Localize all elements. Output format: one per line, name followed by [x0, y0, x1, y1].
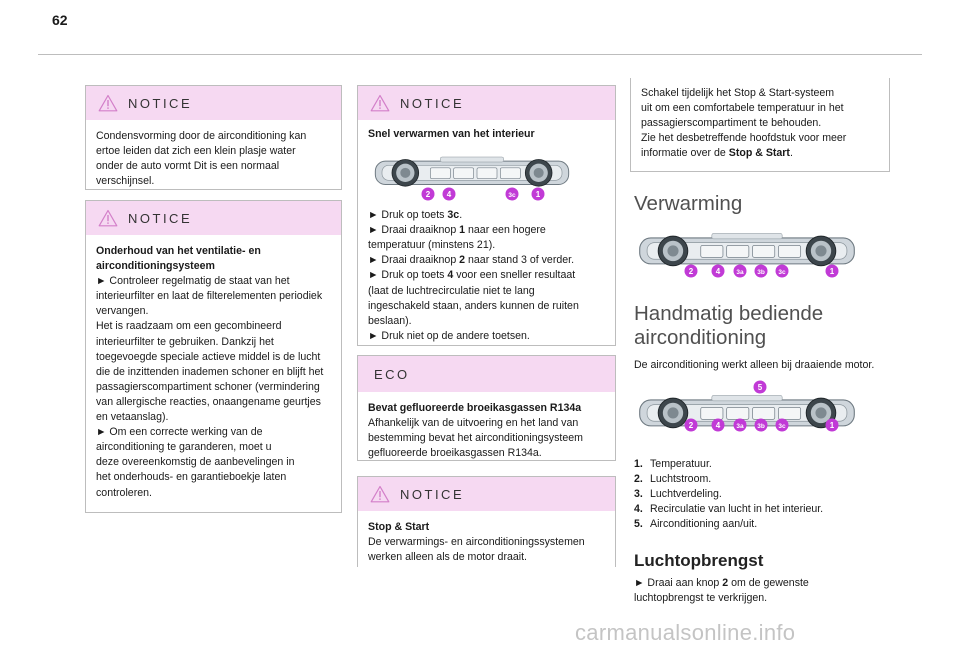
svg-text:4: 4 — [715, 267, 721, 276]
notice-header: NOTICE — [358, 477, 615, 511]
notice-text: het onderhouds- en garantieboekje laten — [96, 471, 287, 484]
notice-text: airconditioning te garanderen, moet u — [96, 441, 272, 454]
notice-text: Het is raadzaam om een gecombineerd — [96, 320, 282, 333]
list-item: 4. Recirculatie van lucht in het interieur. — [634, 503, 824, 516]
notice-text: en vetaanslag). — [96, 411, 169, 424]
notice-maintenance — [85, 200, 342, 513]
warning-triangle-icon — [98, 94, 118, 112]
info-text: Zie het desbetreffende hoofdstuk voor meer — [641, 132, 847, 145]
step-text: ► Draai draaiknop 2 naar stand 3 of verder. — [368, 254, 575, 267]
panel-label-1 — [826, 419, 839, 432]
intro-text: De airconditioning werkt alleen bij draaiende motor. — [634, 359, 875, 371]
warning-triangle-icon — [370, 94, 390, 112]
stop-start-info-box — [630, 78, 890, 172]
svg-text:2: 2 — [688, 267, 694, 276]
step-text: ingeschakeld staan, anders kunnen de ruiten — [368, 299, 579, 312]
notice-header: NOTICE — [86, 86, 341, 120]
notice-text: interieurfilter te gebruiken. Dankzij het — [96, 335, 274, 348]
panel-labels — [372, 152, 572, 202]
notice-header: NOTICE — [358, 86, 615, 120]
info-text: Schakel tijdelijk het Stop & Start-systeem — [641, 87, 835, 99]
panel-label-3a — [734, 419, 747, 432]
list-item: 1. Temperatuur. — [634, 458, 712, 470]
list-item: 2. Luchtstroom. — [634, 473, 712, 486]
step-text: beslaan). — [368, 314, 412, 327]
notice-condensation — [85, 85, 342, 190]
heading-verwarming: Verwarming — [634, 192, 743, 215]
notice-text: onder de auto vormt Dit is een normaal — [96, 160, 280, 173]
eco-text: Afhankelijk van de uitvoering en het land van — [368, 417, 579, 430]
notice-text: werken alleen als de motor draait. — [368, 551, 527, 564]
notice-text: ► Controleer regelmatig de staat van het — [96, 275, 290, 288]
svg-text:3a: 3a — [736, 423, 744, 430]
panel-label-3c — [506, 188, 519, 201]
panel-label-4 — [712, 265, 725, 278]
page-number: 62 — [52, 12, 68, 28]
legend-list — [634, 457, 823, 532]
panel-label-2 — [422, 188, 435, 201]
panel-label-1 — [826, 265, 839, 278]
svg-text:3b: 3b — [757, 423, 765, 430]
step-text: ► Druk niet op de andere toetsen. — [368, 329, 530, 342]
svg-text:3c: 3c — [508, 192, 516, 200]
list-item: 5. Airconditioning aan/uit. — [634, 518, 758, 531]
panel-label-3b — [755, 265, 768, 278]
notice-text: controleren. — [96, 486, 152, 499]
eco-text: gefluoreerde broeikasgassen R134a. — [368, 447, 542, 460]
step-text: ► Druk op toets 4 voor een sneller resultaat — [368, 269, 576, 282]
heading-luchtopbrengst: Luchtopbrengst — [634, 551, 764, 570]
svg-text:3b: 3b — [757, 269, 765, 276]
notice-text: toegevoegde speciale actieve middel is de lucht — [96, 350, 321, 363]
info-text: uit om een comfortabele temperatuur in het — [641, 102, 844, 115]
notice-quick-heating — [357, 85, 616, 346]
notice-title: Snel verwarmen van het interieur — [368, 128, 535, 140]
notice-text: passagierscompartiment schoner (vermindering — [96, 380, 320, 393]
notice-text: interieurfilter en laat de filterelementen periodiek — [96, 290, 323, 303]
eco-title: Bevat gefluoreerde broeikasgassen R134a — [368, 402, 582, 414]
watermark: carmanualsonline.info — [575, 620, 796, 645]
info-text: passagierscompartiment te behouden. — [641, 117, 822, 130]
notice-text: verschijnsel. — [96, 175, 155, 188]
notice-text: vervangen. — [96, 305, 149, 318]
panel-label-3a — [734, 265, 747, 278]
eco-box — [357, 355, 616, 461]
svg-text:5: 5 — [757, 383, 763, 392]
panel-label-2 — [685, 265, 698, 278]
svg-text:1: 1 — [829, 267, 835, 276]
eco-header: ECO — [358, 356, 615, 392]
panel-label-5 — [754, 381, 767, 394]
notice-title: Onderhoud van het ventilatie- en — [96, 245, 261, 257]
notice-header: NOTICE — [86, 201, 341, 235]
notice-text: ertoe leiden dat zich een klein plasje water — [96, 145, 296, 158]
luchtop-text: ► Draai aan knop 2 om de gewenste luchtopbrengst te verkrijgen. — [634, 577, 809, 605]
panel-label-4 — [712, 419, 725, 432]
notice-text: De verwarmings- en airconditioningssystemen — [368, 536, 585, 549]
panel-labels — [636, 230, 858, 280]
svg-text:1: 1 — [829, 421, 835, 430]
svg-text:3a: 3a — [736, 269, 744, 276]
notice-text: Condensvorming door de airconditioning kan — [96, 130, 307, 142]
panel-label-3c — [776, 419, 789, 432]
panel-label-3b — [755, 419, 768, 432]
panel-label-1 — [532, 188, 545, 201]
heading-handmatig: Handmatig bediende airconditioning — [634, 302, 824, 349]
svg-text:3c: 3c — [778, 423, 786, 430]
control-panel-illustration — [636, 230, 858, 280]
svg-text:1: 1 — [535, 190, 541, 200]
svg-text:2: 2 — [688, 421, 694, 430]
notice-text: die de inzittenden inademen schoner en blijft het — [96, 365, 324, 378]
notice-text: van allergische reacties, onaangename geurtjes — [96, 395, 321, 408]
svg-text:3c: 3c — [778, 269, 786, 276]
step-text: (laat de luchtrecirculatie niet te lang — [368, 284, 535, 297]
warning-triangle-icon — [98, 209, 118, 227]
control-panel-illustration — [372, 152, 572, 202]
panel-label-3c — [776, 265, 789, 278]
notice-title: airconditioningsysteem — [96, 260, 215, 273]
svg-text:4: 4 — [715, 421, 721, 430]
panel-label-2 — [685, 419, 698, 432]
panel-labels — [636, 380, 858, 440]
list-item: 3. Luchtverdeling. — [634, 488, 722, 501]
eco-text: bestemming bevat het airconditioningsysteem — [368, 432, 583, 445]
notice-stop-start — [357, 476, 616, 567]
panel-label-4 — [443, 188, 456, 201]
step-text: ► Druk op toets 3c. — [368, 209, 463, 222]
step-text: temperatuur (minstens 21). — [368, 239, 496, 252]
control-panel-illustration — [636, 380, 858, 440]
warning-triangle-icon — [370, 485, 390, 503]
notice-text: ► Om een correcte werking van de — [96, 426, 263, 439]
info-text: informatie over de Stop & Start. — [641, 147, 793, 160]
svg-text:2: 2 — [425, 190, 431, 200]
header-divider — [38, 54, 922, 55]
notice-text: deze overeenkomstig de aanbevelingen in — [96, 456, 295, 469]
step-text: ► Draai draaiknop 1 naar een hogere — [368, 224, 546, 237]
notice-title: Stop & Start — [368, 521, 430, 533]
svg-text:4: 4 — [446, 190, 452, 200]
